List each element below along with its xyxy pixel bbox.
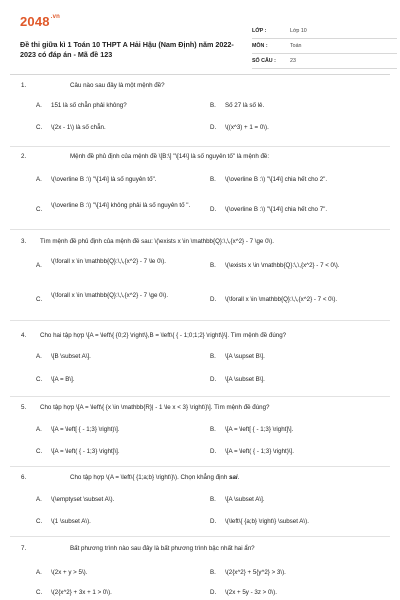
question-text bbox=[70, 474, 239, 481]
question-divider bbox=[10, 536, 390, 537]
option-letter: A. bbox=[36, 102, 42, 109]
option-text: \[B \subset A\]. bbox=[51, 353, 91, 360]
info-row-count bbox=[252, 54, 397, 69]
question-5 bbox=[18, 404, 383, 455]
option-text: \(2{x^2} + 3x + 1 > 0\). bbox=[51, 589, 112, 596]
header-divider bbox=[10, 74, 390, 75]
question-divider bbox=[10, 320, 390, 321]
question-number: 5. bbox=[21, 404, 27, 411]
option-text: \[A = \left( { - 1;3} \right]\]. bbox=[51, 448, 120, 455]
question-text: Tìm mệnh đề phủ định của mệnh đề sau: \(\exists x \in \mathbb{Q}:\,\,{x^2} - 7 \ge 0\). bbox=[40, 238, 275, 245]
option-letter: D. bbox=[210, 296, 217, 303]
option-text: \[A \supset B\]. bbox=[225, 353, 265, 360]
info-key: MÔN : bbox=[252, 43, 268, 49]
option-letter: C. bbox=[36, 448, 43, 455]
question-divider bbox=[10, 146, 390, 147]
option-letter: D. bbox=[210, 518, 217, 525]
question-1 bbox=[18, 82, 383, 131]
question-7 bbox=[18, 545, 383, 596]
site-logo[interactable] bbox=[20, 14, 60, 29]
option-text: \(2x + y > 5\). bbox=[51, 569, 88, 576]
option-text: \(\overline B :\) "\[14\] không phải là số nguyên tố ". bbox=[51, 202, 191, 209]
option-text: \(\overline B :\) "\[14\] chia hết cho 2". bbox=[225, 176, 328, 183]
info-row-subject bbox=[252, 39, 397, 54]
question-number: 6. bbox=[21, 474, 27, 481]
option-text: \[A \subset B\]. bbox=[225, 376, 265, 383]
question-number: 2. bbox=[21, 153, 27, 160]
option-letter: D. bbox=[210, 589, 217, 596]
option-letter: A. bbox=[36, 496, 42, 503]
question-3 bbox=[18, 238, 383, 303]
info-value: Lớp 10 bbox=[290, 28, 307, 34]
option-text: \[A = \left[ { - 1;3} \right)\]. bbox=[51, 426, 120, 433]
question-divider bbox=[10, 229, 390, 230]
question-2 bbox=[18, 153, 383, 213]
exam-info bbox=[252, 24, 397, 69]
option-letter: C. bbox=[36, 518, 43, 525]
logo-suffix: .vn bbox=[50, 14, 61, 20]
question-divider bbox=[10, 396, 390, 397]
option-text: \[A \subset A\]. bbox=[225, 496, 265, 503]
question-4 bbox=[18, 332, 383, 383]
question-text: Cho tập hợp \[A = \left\{ {x \in \mathbb{R}| - 1 \le x < 3} \right\}\]. Tìm mệnh đề đúng? bbox=[40, 404, 270, 411]
info-key: SỐ CÂU : bbox=[252, 58, 276, 64]
option-letter: D. bbox=[210, 448, 217, 455]
option-text: \(1 \subset A\). bbox=[51, 518, 91, 525]
option-text: \(\forall x \in \mathbb{Q}:\,\,{x^2} - 7 \ge 0\). bbox=[51, 292, 169, 299]
option-letter: A. bbox=[36, 176, 42, 183]
option-letter: B. bbox=[210, 262, 216, 269]
option-text: \(2x - 1\) là số chẵn. bbox=[51, 124, 106, 131]
header bbox=[20, 14, 380, 70]
info-row-class bbox=[252, 24, 397, 39]
option-text: \(2x + 5y - 3z > 0\). bbox=[225, 589, 277, 596]
question-text: Bất phương trình nào sau đây là bất phương trình bậc nhất hai ẩn? bbox=[70, 545, 255, 552]
question-text: Mệnh đề phủ định của mệnh đề \[B:\] "\[14\] là số nguyên tố" là mệnh đề: bbox=[70, 153, 270, 160]
option-letter: C. bbox=[36, 376, 43, 383]
question-text-emphasis: sai bbox=[229, 474, 238, 481]
question-number: 1. bbox=[21, 82, 27, 89]
option-letter: A. bbox=[36, 262, 42, 269]
option-text: \(\overline B :\) "\[14\] chia hết cho 7". bbox=[225, 206, 328, 213]
question-number: 4. bbox=[21, 332, 27, 339]
exam-title: Đề thi giữa kì 1 Toán 10 THPT A Hải Hậu (Nam Định) năm 2022-2023 có đáp án - Mã đề 123 bbox=[20, 40, 234, 59]
question-number: 3. bbox=[21, 238, 27, 245]
option-letter: A. bbox=[36, 353, 42, 360]
info-value: Toán bbox=[290, 43, 302, 49]
info-value: 23 bbox=[290, 58, 296, 64]
option-text: \(\emptyset \subset A\). bbox=[51, 496, 115, 503]
option-letter: D. bbox=[210, 124, 217, 131]
option-letter: A. bbox=[36, 426, 42, 433]
question-divider bbox=[10, 466, 390, 467]
option-text: \(\forall x \in \mathbb{Q}:\,\,{x^2} - 7 \le 0\). bbox=[51, 258, 167, 265]
option-text: \(2{x^2} + 5{y^2} > 3\). bbox=[225, 569, 286, 576]
option-text: \((x^3) + 1 = 0\). bbox=[225, 124, 269, 131]
option-text: 151 là số chẵn phải không? bbox=[51, 102, 127, 109]
option-letter: B. bbox=[210, 176, 216, 183]
option-letter: B. bbox=[210, 353, 216, 360]
option-letter: A. bbox=[36, 569, 42, 576]
option-text: \[A = \left[ { - 1;3} \right]\]. bbox=[225, 426, 294, 433]
info-key: LỚP : bbox=[252, 28, 267, 34]
question-text-end: . bbox=[237, 474, 240, 481]
question-text-main: Cho tập hợp \(A = \left\{ {1;a;b} \right\}\). Chọn khẳng định bbox=[70, 474, 230, 481]
question-text: Câu nào sau đây là một mệnh đề? bbox=[70, 82, 165, 89]
option-letter: C. bbox=[36, 124, 43, 131]
option-text: \[A = \left( { - 1;3} \right)\]. bbox=[225, 448, 294, 455]
option-letter: B. bbox=[210, 496, 216, 503]
option-letter: B. bbox=[210, 569, 216, 576]
option-text: \(\left\{ {a;b} \right\} \subset A\). bbox=[225, 518, 309, 525]
option-letter: C. bbox=[36, 206, 43, 213]
option-letter: D. bbox=[210, 206, 217, 213]
question-text: Cho hai tập hợp \[A = \left\{ {0;2} \right\},B = \left\{ { - 1;0;1;2} \right\}\]. Tìm mệnh đề đúng? bbox=[40, 332, 287, 339]
option-letter: C. bbox=[36, 589, 43, 596]
option-text: \(\overline B :\) "\[14\] là số nguyên tố". bbox=[51, 176, 157, 183]
option-letter: D. bbox=[210, 376, 217, 383]
logo-text: 2048 bbox=[20, 14, 50, 29]
option-letter: B. bbox=[210, 426, 216, 433]
option-text: \(\forall x \in \mathbb{Q}:\,\,{x^2} - 7 < 0\). bbox=[225, 296, 338, 303]
option-text: \(\exists x \in \mathbb{Q}:\,\,{x^2} - 7 < 0\). bbox=[225, 262, 340, 269]
question-6 bbox=[18, 474, 383, 525]
option-text: Số 27 là số lẻ. bbox=[225, 102, 265, 109]
question-number: 7. bbox=[21, 545, 27, 552]
option-letter: B. bbox=[210, 102, 216, 109]
option-text: \[A = B\]. bbox=[51, 376, 75, 383]
option-letter: C. bbox=[36, 296, 43, 303]
